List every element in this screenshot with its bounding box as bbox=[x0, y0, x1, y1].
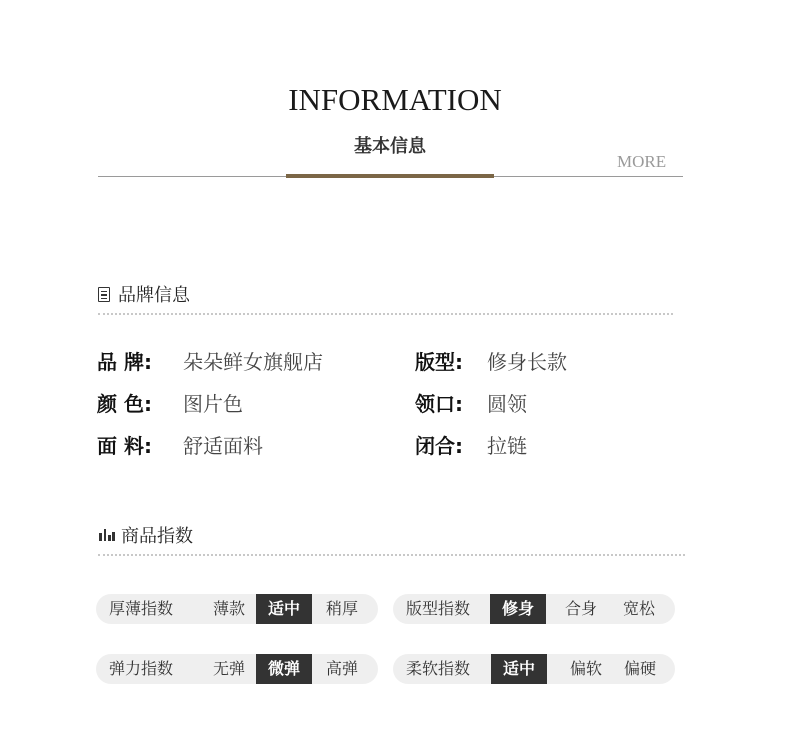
document-icon bbox=[98, 287, 110, 302]
index-name: 厚薄指数 bbox=[109, 599, 174, 618]
page-title: INFORMATION bbox=[288, 82, 502, 117]
section-subtitle: 基本信息 bbox=[354, 136, 426, 157]
index-pill-softness bbox=[393, 654, 675, 684]
spec-value-fit: 修身长款 bbox=[487, 350, 567, 374]
index-pill-elasticity bbox=[96, 654, 378, 684]
bar-chart-icon bbox=[99, 529, 115, 541]
index-option-selected: 微弹 bbox=[256, 654, 312, 684]
spec-value-collar: 圆领 bbox=[487, 392, 527, 416]
brand-info-heading-text: 品牌信息 bbox=[118, 285, 190, 306]
index-name: 弹力指数 bbox=[109, 659, 174, 678]
spec-value-fabric: 舒适面料 bbox=[183, 434, 263, 458]
dotted-divider bbox=[98, 313, 673, 315]
dotted-divider bbox=[98, 554, 685, 556]
spec-label-fabric: 面 料: bbox=[97, 434, 152, 458]
index-option: 宽松 bbox=[622, 599, 655, 618]
spec-value-brand: 朵朵鲜女旗舰店 bbox=[183, 350, 323, 374]
more-link[interactable]: MORE bbox=[617, 152, 667, 171]
spec-label-fit: 版型: bbox=[415, 350, 463, 374]
spec-value-color: 图片色 bbox=[183, 392, 243, 416]
index-pill-thickness bbox=[96, 594, 378, 624]
index-option-selected: 适中 bbox=[256, 594, 312, 624]
spec-label-brand: 品 牌: bbox=[97, 350, 152, 374]
active-tab-indicator bbox=[286, 174, 494, 178]
index-option: 薄款 bbox=[212, 599, 245, 618]
index-option: 偏硬 bbox=[623, 659, 656, 678]
spec-value-closure: 拉链 bbox=[487, 434, 527, 458]
spec-label-collar: 领口: bbox=[415, 392, 463, 416]
index-pill-fit bbox=[393, 594, 675, 624]
index-option: 无弹 bbox=[212, 659, 245, 678]
index-name: 版型指数 bbox=[406, 599, 471, 618]
spec-label-color: 颜 色: bbox=[97, 392, 152, 416]
index-name: 柔软指数 bbox=[406, 659, 471, 678]
index-option: 合身 bbox=[564, 599, 597, 618]
index-option: 偏软 bbox=[569, 659, 602, 678]
index-option-selected: 适中 bbox=[491, 654, 547, 684]
brand-info-heading bbox=[98, 281, 190, 307]
product-index-heading-text: 商品指数 bbox=[121, 526, 193, 547]
index-option-selected: 修身 bbox=[490, 594, 546, 624]
product-index-heading bbox=[99, 522, 193, 548]
index-option: 稍厚 bbox=[325, 599, 358, 618]
index-option: 高弹 bbox=[325, 659, 358, 678]
spec-label-closure: 闭合: bbox=[415, 434, 463, 458]
